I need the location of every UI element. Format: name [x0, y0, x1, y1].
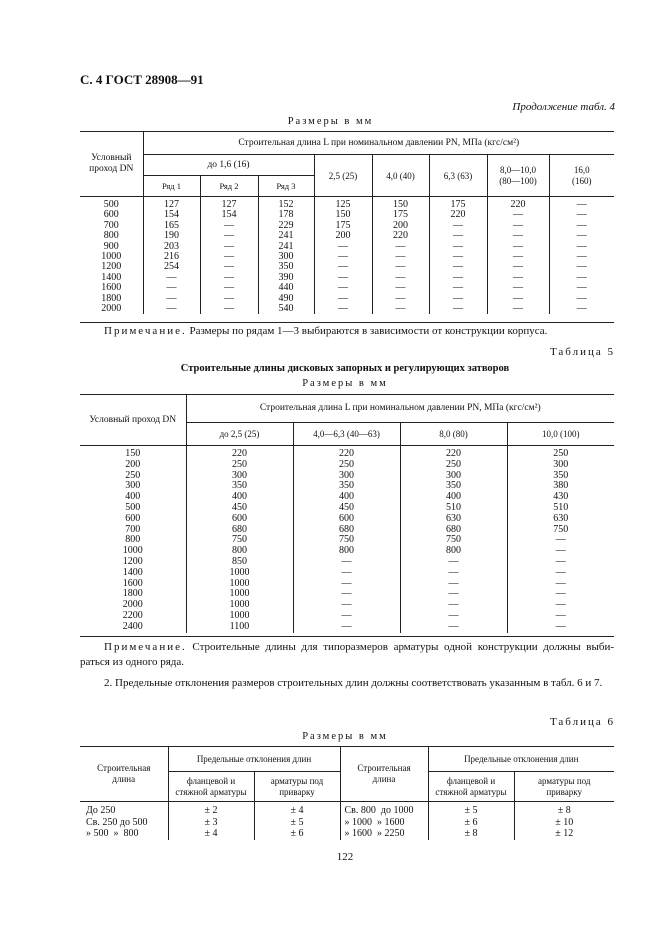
- value-cell: —: [507, 568, 614, 579]
- value-cell: —: [549, 304, 614, 314]
- table-4-bottom-rule: [80, 322, 614, 323]
- value-cell: ± 4: [254, 802, 340, 817]
- value-cell: ± 2: [168, 802, 254, 817]
- value-cell: 300: [258, 252, 314, 262]
- value-cell: 350: [507, 471, 614, 482]
- value-cell: —: [429, 283, 487, 293]
- value-cell: —: [507, 589, 614, 600]
- value-cell: —: [372, 304, 429, 314]
- value-cell: —: [429, 294, 487, 304]
- value-cell: 400: [186, 492, 293, 503]
- pressure-header: 16,0 (160): [549, 155, 614, 197]
- row-key-cell: 1000: [101, 251, 122, 263]
- value-cell: 150: [314, 210, 372, 220]
- value-cell: —: [487, 283, 549, 293]
- value-cell: 400: [400, 492, 507, 503]
- value-cell: 250: [400, 460, 507, 471]
- length-cell: » 500 » 800: [86, 828, 139, 839]
- value-cell: 175: [372, 210, 429, 220]
- row-key-cell: 250: [125, 469, 141, 481]
- value-cell: 450: [293, 503, 400, 514]
- value-cell: —: [200, 262, 258, 272]
- value-cell: —: [143, 304, 200, 314]
- value-cell: —: [487, 294, 549, 304]
- value-cell: —: [314, 273, 372, 283]
- flange-subheader: фланцевой и стяжной арматуры: [428, 772, 514, 802]
- value-cell: —: [314, 304, 372, 314]
- value-cell: 750: [400, 535, 507, 546]
- value-cell: —: [293, 589, 400, 600]
- value-cell: 630: [507, 514, 614, 525]
- value-cell: —: [429, 304, 487, 314]
- paragraph-2: 2. Предельные отклонения размеров строительных длин должны соответствовать указанным в табл. 6 и 7.: [104, 677, 603, 689]
- col-length-header: Строительная длина L при номинальном давлении PN, МПа (кгс/см²): [186, 395, 614, 423]
- value-cell: —: [507, 546, 614, 557]
- pressure-header: 8,0 (80): [400, 422, 507, 445]
- value-cell: —: [293, 611, 400, 622]
- value-cell: —: [549, 242, 614, 252]
- value-cell: ± 8: [514, 802, 614, 817]
- value-cell: —: [372, 242, 429, 252]
- length-cell: » 1600 » 2250: [340, 828, 428, 840]
- value-cell: 178: [258, 210, 314, 220]
- row-key-cell: 1800: [122, 588, 143, 600]
- value-cell: 127: [200, 197, 258, 211]
- pressure-header: 10,0 (100): [507, 422, 614, 445]
- value-cell: 850: [186, 557, 293, 568]
- row-key-cell: 500: [125, 501, 141, 513]
- value-cell: 220: [487, 197, 549, 211]
- row-key-cell: 2200: [122, 609, 143, 621]
- value-cell: 1000: [186, 611, 293, 622]
- length-header: Строительная длина: [80, 747, 168, 802]
- value-cell: —: [429, 273, 487, 283]
- value-cell: 241: [258, 242, 314, 252]
- pressure-header: 4,0 (40): [372, 155, 429, 197]
- row-key-cell: 800: [125, 534, 141, 546]
- value-cell: 400: [293, 492, 400, 503]
- value-cell: 220: [186, 446, 293, 460]
- value-cell: —: [507, 535, 614, 546]
- value-cell: 220: [429, 210, 487, 220]
- value-cell: 510: [507, 503, 614, 514]
- table-4-note: Примечание. Размеры по рядам 1—3 выбираются в зависимости от конструкции корпуса.: [104, 325, 548, 337]
- value-cell: 800: [293, 546, 400, 557]
- value-cell: 750: [293, 535, 400, 546]
- value-cell: 165: [143, 221, 200, 231]
- value-cell: —: [487, 273, 549, 283]
- value-cell: —: [293, 600, 400, 611]
- value-cell: 800: [400, 546, 507, 557]
- value-cell: 1000: [186, 589, 293, 600]
- value-cell: —: [200, 242, 258, 252]
- value-cell: —: [429, 262, 487, 272]
- value-cell: 300: [293, 471, 400, 482]
- row-key-cell: 300: [125, 480, 141, 492]
- col-length-header: Строительная длина L при номинальном давлении PN, МПа (кгс/см²): [143, 132, 614, 155]
- value-cell: 350: [293, 481, 400, 492]
- value-cell: 680: [293, 525, 400, 536]
- value-cell: —: [200, 304, 258, 314]
- row-key-cell: 1600: [101, 282, 122, 294]
- value-cell: 1000: [186, 600, 293, 611]
- row-key-cell: 1200: [122, 555, 143, 567]
- value-cell: —: [293, 622, 400, 633]
- row-header: Ряд 1: [143, 176, 200, 197]
- value-cell: —: [549, 221, 614, 231]
- value-cell: 350: [400, 481, 507, 492]
- page-header: С. 4 ГОСТ 28908—91: [80, 72, 204, 87]
- pressure-header: 6,3 (63): [429, 155, 487, 197]
- row-key-cell: 1000: [122, 545, 143, 557]
- value-cell: —: [372, 262, 429, 272]
- length-cell: » 1000 » 1600: [340, 817, 428, 829]
- row-key-cell: 900: [103, 240, 119, 252]
- value-cell: 250: [293, 460, 400, 471]
- table-4: [80, 131, 614, 314]
- table-5-title: Строительные длины дисковых запорных и регулирующих затворов: [180, 363, 510, 374]
- table-6-label: Таблица 6: [549, 716, 615, 728]
- sizes-label: Размеры в мм: [302, 731, 388, 742]
- value-cell: —: [487, 231, 549, 241]
- value-cell: 390: [258, 273, 314, 283]
- value-cell: 300: [507, 460, 614, 471]
- value-cell: 175: [429, 197, 487, 211]
- value-cell: —: [400, 611, 507, 622]
- flange-subheader: фланцевой и стяжной арматуры: [168, 772, 254, 802]
- value-cell: 380: [507, 481, 614, 492]
- table-row: [80, 817, 614, 829]
- value-cell: —: [200, 252, 258, 262]
- value-cell: —: [507, 611, 614, 622]
- pressure-header: 8,0—10,0 (80—100): [487, 155, 549, 197]
- value-cell: —: [293, 579, 400, 590]
- value-cell: 150: [372, 197, 429, 211]
- value-cell: —: [314, 294, 372, 304]
- value-cell: —: [400, 568, 507, 579]
- value-cell: 600: [186, 514, 293, 525]
- value-cell: 350: [186, 481, 293, 492]
- value-cell: 250: [186, 460, 293, 471]
- weld-subheader: арматуры под приварку: [254, 772, 340, 802]
- value-cell: ± 4: [168, 828, 254, 840]
- value-cell: ± 6: [428, 817, 514, 829]
- value-cell: 241: [258, 231, 314, 241]
- value-cell: ± 3: [168, 817, 254, 829]
- value-cell: 800: [186, 546, 293, 557]
- value-cell: 450: [186, 503, 293, 514]
- value-cell: —: [143, 294, 200, 304]
- value-cell: —: [200, 294, 258, 304]
- value-cell: —: [549, 294, 614, 304]
- value-cell: —: [549, 283, 614, 293]
- value-cell: 540: [258, 304, 314, 314]
- row-key-cell: 600: [125, 512, 141, 524]
- value-cell: ± 6: [254, 828, 340, 840]
- value-cell: —: [507, 579, 614, 590]
- row-key-cell: 2000: [122, 599, 143, 611]
- row-key-cell: 800: [103, 230, 119, 242]
- value-cell: 190: [143, 231, 200, 241]
- value-cell: 220: [293, 446, 400, 460]
- row-key-cell: 400: [125, 491, 141, 503]
- value-cell: ± 10: [514, 817, 614, 829]
- value-cell: —: [487, 210, 549, 220]
- table-row: [80, 446, 614, 460]
- value-cell: —: [400, 557, 507, 568]
- col-dn-header: Условный проход DN: [80, 132, 143, 197]
- table-5-note: Примечание. Строительные длины для типоразмеров арматуры одной конструкции должны выби-раться из одного ряда.: [80, 641, 614, 668]
- value-cell: —: [293, 557, 400, 568]
- row-key-cell: 1800: [101, 292, 122, 304]
- deviation-header: Предельные отклонения длин: [428, 747, 614, 772]
- value-cell: 680: [400, 525, 507, 536]
- value-cell: —: [429, 221, 487, 231]
- row-header: Ряд 3: [258, 176, 314, 197]
- value-cell: —: [314, 252, 372, 262]
- value-cell: 490: [258, 294, 314, 304]
- value-cell: —: [400, 579, 507, 590]
- value-cell: 1000: [186, 579, 293, 590]
- col-dn-header: Условный проход DN: [80, 395, 186, 446]
- value-cell: —: [507, 600, 614, 611]
- table-row: [80, 828, 614, 840]
- table-6: [80, 746, 614, 840]
- value-cell: —: [314, 242, 372, 252]
- row-key-cell: 200: [125, 458, 141, 470]
- table-row: [80, 304, 614, 314]
- row-key-cell: 2000: [101, 303, 122, 315]
- length-cell: До 250: [86, 805, 116, 816]
- value-cell: —: [549, 252, 614, 262]
- value-cell: 680: [186, 525, 293, 536]
- row-key-cell: 150: [125, 448, 141, 459]
- value-cell: —: [429, 242, 487, 252]
- value-cell: 220: [372, 231, 429, 241]
- row-key-cell: 500: [103, 199, 119, 210]
- length-cell: Св. 800 до 1000: [340, 802, 428, 817]
- weld-subheader: арматуры под приварку: [514, 772, 614, 802]
- value-cell: 125: [314, 197, 372, 211]
- value-cell: —: [549, 197, 614, 211]
- value-cell: 216: [143, 252, 200, 262]
- value-cell: 175: [314, 221, 372, 231]
- row-key-cell: 600: [103, 209, 119, 221]
- pressure-header: 2,5 (25): [314, 155, 372, 197]
- row-key-cell: 1600: [122, 577, 143, 589]
- value-cell: 750: [186, 535, 293, 546]
- table-5-bottom-rule: [80, 636, 614, 637]
- value-cell: —: [293, 568, 400, 579]
- value-cell: —: [372, 273, 429, 283]
- pressure-header: 4,0—6,3 (40—63): [293, 422, 400, 445]
- value-cell: ± 12: [514, 828, 614, 840]
- value-cell: —: [372, 283, 429, 293]
- value-cell: —: [200, 221, 258, 231]
- value-cell: —: [372, 252, 429, 262]
- value-cell: 203: [143, 242, 200, 252]
- sizes-label: Размеры в мм: [302, 378, 388, 389]
- value-cell: 350: [258, 262, 314, 272]
- table-row: [80, 568, 614, 579]
- value-cell: ± 5: [254, 817, 340, 829]
- value-cell: —: [487, 221, 549, 231]
- value-cell: —: [549, 231, 614, 241]
- row-key-cell: 700: [103, 219, 119, 231]
- value-cell: —: [400, 600, 507, 611]
- page-number: 122: [336, 851, 354, 863]
- table-row: [80, 514, 614, 525]
- value-cell: ± 5: [428, 802, 514, 817]
- value-cell: —: [400, 589, 507, 600]
- value-cell: —: [487, 262, 549, 272]
- value-cell: 1000: [186, 568, 293, 579]
- row-key-cell: 2400: [122, 620, 143, 632]
- value-cell: —: [400, 622, 507, 633]
- value-cell: —: [507, 557, 614, 568]
- value-cell: 200: [372, 221, 429, 231]
- value-cell: ± 8: [428, 828, 514, 840]
- value-cell: 220: [400, 446, 507, 460]
- value-cell: —: [200, 231, 258, 241]
- value-cell: 254: [143, 262, 200, 272]
- value-cell: —: [200, 283, 258, 293]
- continuation-label: Продолжение табл. 4: [512, 101, 615, 113]
- value-cell: —: [429, 252, 487, 262]
- value-cell: 154: [200, 210, 258, 220]
- length-header: Строительная длина: [340, 747, 428, 802]
- value-cell: 200: [314, 231, 372, 241]
- value-cell: —: [314, 283, 372, 293]
- value-cell: 510: [400, 503, 507, 514]
- value-cell: —: [549, 273, 614, 283]
- pressure-group-header: до 1,6 (16): [143, 155, 314, 176]
- value-cell: —: [549, 210, 614, 220]
- value-cell: 630: [400, 514, 507, 525]
- table-5-label: Таблица 5: [549, 346, 615, 358]
- value-cell: —: [429, 231, 487, 241]
- table-row: [80, 460, 614, 471]
- value-cell: —: [314, 262, 372, 272]
- value-cell: 152: [258, 197, 314, 211]
- table-row: [80, 802, 614, 817]
- value-cell: —: [143, 283, 200, 293]
- value-cell: 600: [293, 514, 400, 525]
- value-cell: —: [487, 304, 549, 314]
- value-cell: 1100: [186, 622, 293, 633]
- table-row: [80, 197, 614, 211]
- value-cell: 750: [507, 525, 614, 536]
- table-row: [80, 622, 614, 633]
- row-key-cell: 700: [125, 523, 141, 535]
- sizes-label: Размеры в мм: [287, 116, 374, 127]
- value-cell: 229: [258, 221, 314, 231]
- row-key-cell: 1400: [122, 566, 143, 578]
- value-cell: 430: [507, 492, 614, 503]
- value-cell: 300: [400, 471, 507, 482]
- pressure-header: до 2,5 (25): [186, 422, 293, 445]
- value-cell: —: [549, 262, 614, 272]
- deviation-header: Предельные отклонения длин: [168, 747, 340, 772]
- row-header: Ряд 2: [200, 176, 258, 197]
- value-cell: 300: [186, 471, 293, 482]
- value-cell: —: [372, 294, 429, 304]
- row-key-cell: 1200: [101, 261, 122, 273]
- value-cell: 154: [143, 210, 200, 220]
- value-cell: 250: [507, 446, 614, 460]
- value-cell: —: [200, 273, 258, 283]
- value-cell: 440: [258, 283, 314, 293]
- value-cell: 127: [143, 197, 200, 211]
- value-cell: —: [487, 252, 549, 262]
- length-cell: Св. 250 до 500: [86, 816, 148, 828]
- value-cell: —: [143, 273, 200, 283]
- row-key-cell: 1400: [101, 271, 122, 283]
- value-cell: —: [507, 622, 614, 633]
- value-cell: —: [487, 242, 549, 252]
- table-5: [80, 394, 614, 633]
